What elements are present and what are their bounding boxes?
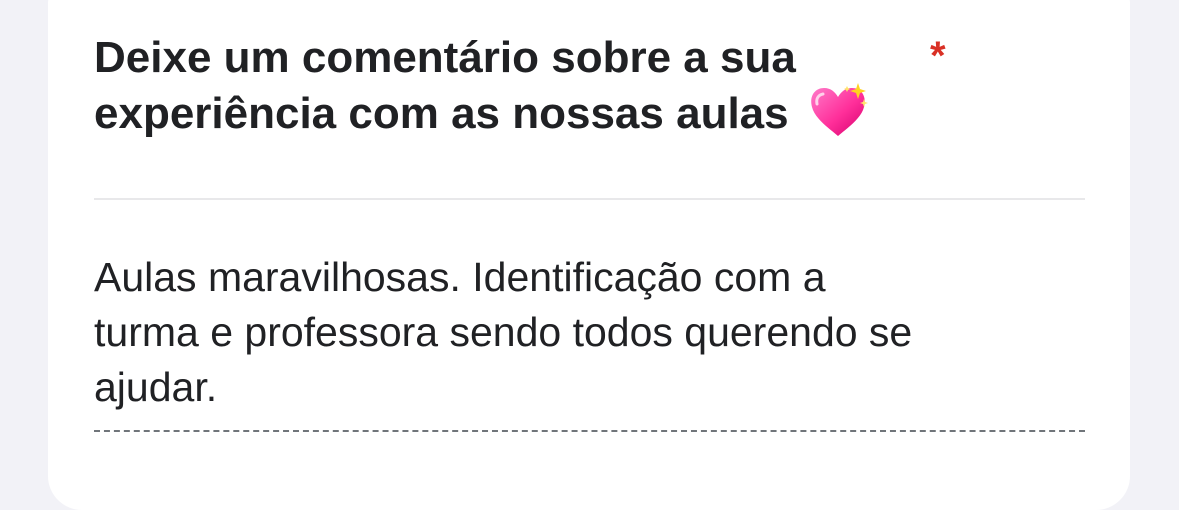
answer-underline: [94, 430, 1085, 432]
question-title-line-2-text: experiência com as nossas aulas: [94, 89, 789, 138]
question-title: [94, 30, 934, 145]
required-indicator: *: [930, 34, 946, 78]
answer-line-2: turma e professora sendo todos querendo se: [94, 309, 913, 355]
question-title-line-1: Deixe um comentário sobre a sua: [94, 33, 796, 82]
question-title-line-2: [94, 86, 934, 145]
answer-line-1: Aulas maravilhosas. Identificação com a: [94, 254, 826, 300]
comment-answer-field[interactable]: [94, 250, 1085, 415]
answer-line-3: ajudar.: [94, 364, 218, 410]
section-divider: [94, 198, 1085, 200]
sparkling-heart-icon: [807, 81, 869, 139]
